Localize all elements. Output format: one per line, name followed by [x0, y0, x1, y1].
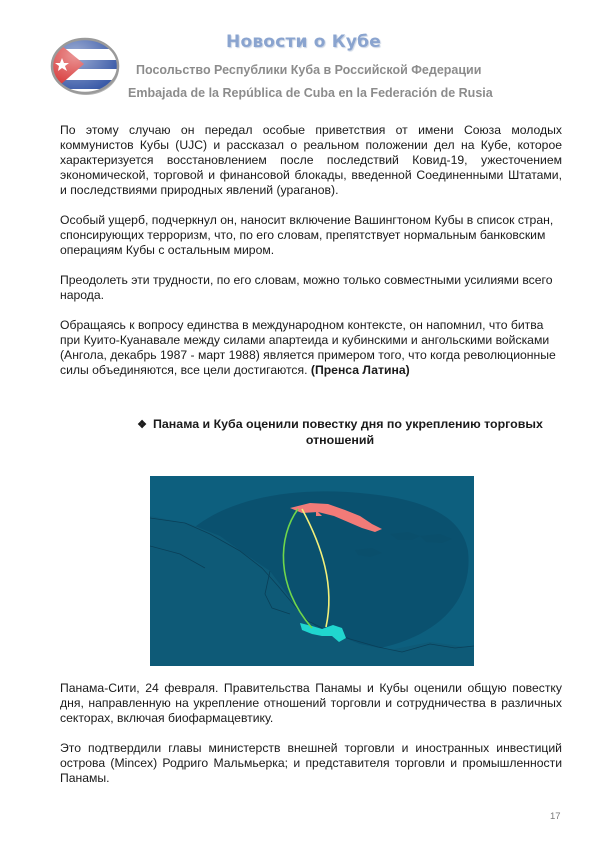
page-number: 17: [550, 811, 561, 822]
embassy-name-ru: Посольство Республики Куба в Российской Федерации: [136, 63, 482, 77]
page-header: [0, 0, 607, 110]
paragraph: Особый ущерб, подчеркнул он, наносит включение Вашингтоном Кубы в список стран, спонсирующих терроризм, что, по его словам, препятствует нормальным банковским операциям Кубы с остальным миром.: [60, 213, 554, 257]
caribbean-map-image: [150, 476, 474, 666]
diamond-bullet-icon: ❖: [137, 419, 148, 431]
article-heading-text: Панама и Куба оценили повестку дня по укреплению торговых отношений: [153, 417, 543, 447]
paragraph: Панама-Сити, 24 февраля. Правительства Панамы и Кубы оценили общую повестку дня, направленную на укрепление отношений торговли и сотрудничества в различных секторах, включая биофармацевтику.: [60, 681, 562, 725]
article-body-2: [60, 681, 562, 801]
source-label: (Пренса Латина): [310, 363, 410, 377]
paragraph-text: Обращаясь к вопросу единства в международном контексте, он напомнил, что битва при Куито-Куанавале между силами апартеида и кубинскими и ангольскими войсками (Ангола, декабрь 1987 - март 1988) является примером того, что когда революционные силы объединяются, все цели достигаются.: [60, 318, 556, 377]
paragraph: По этому случаю он передал особые приветствия от имени Союза молодых коммунистов Кубы (UJC) и рассказал о реальном положении дел на Кубе, которое характеризуется восстановлением после последствий Ковид-19, ужесточением экономической, торговой и финансовой блокады, введенной Соединенными Штатами, и последствиями природных явлений (ураганов).: [60, 123, 562, 197]
paragraph: Это подтвердили главы министерств внешней торговли и иностранных инвестиций острова (Mincex) Родриго Мальмьерка; и представителя торговли и промышленности Панамы.: [60, 741, 562, 785]
paragraph: Преодолеть эти трудности, по его словам, можно только совместными усилиями всего народа.: [60, 273, 553, 302]
paragraph: [60, 318, 562, 378]
embassy-name-es: Embajada de la República de Cuba en la Federación de Rusia: [128, 86, 493, 100]
site-title: Новости о Кубе: [226, 32, 381, 52]
article-body: [60, 123, 562, 393]
article-heading: [120, 417, 560, 448]
